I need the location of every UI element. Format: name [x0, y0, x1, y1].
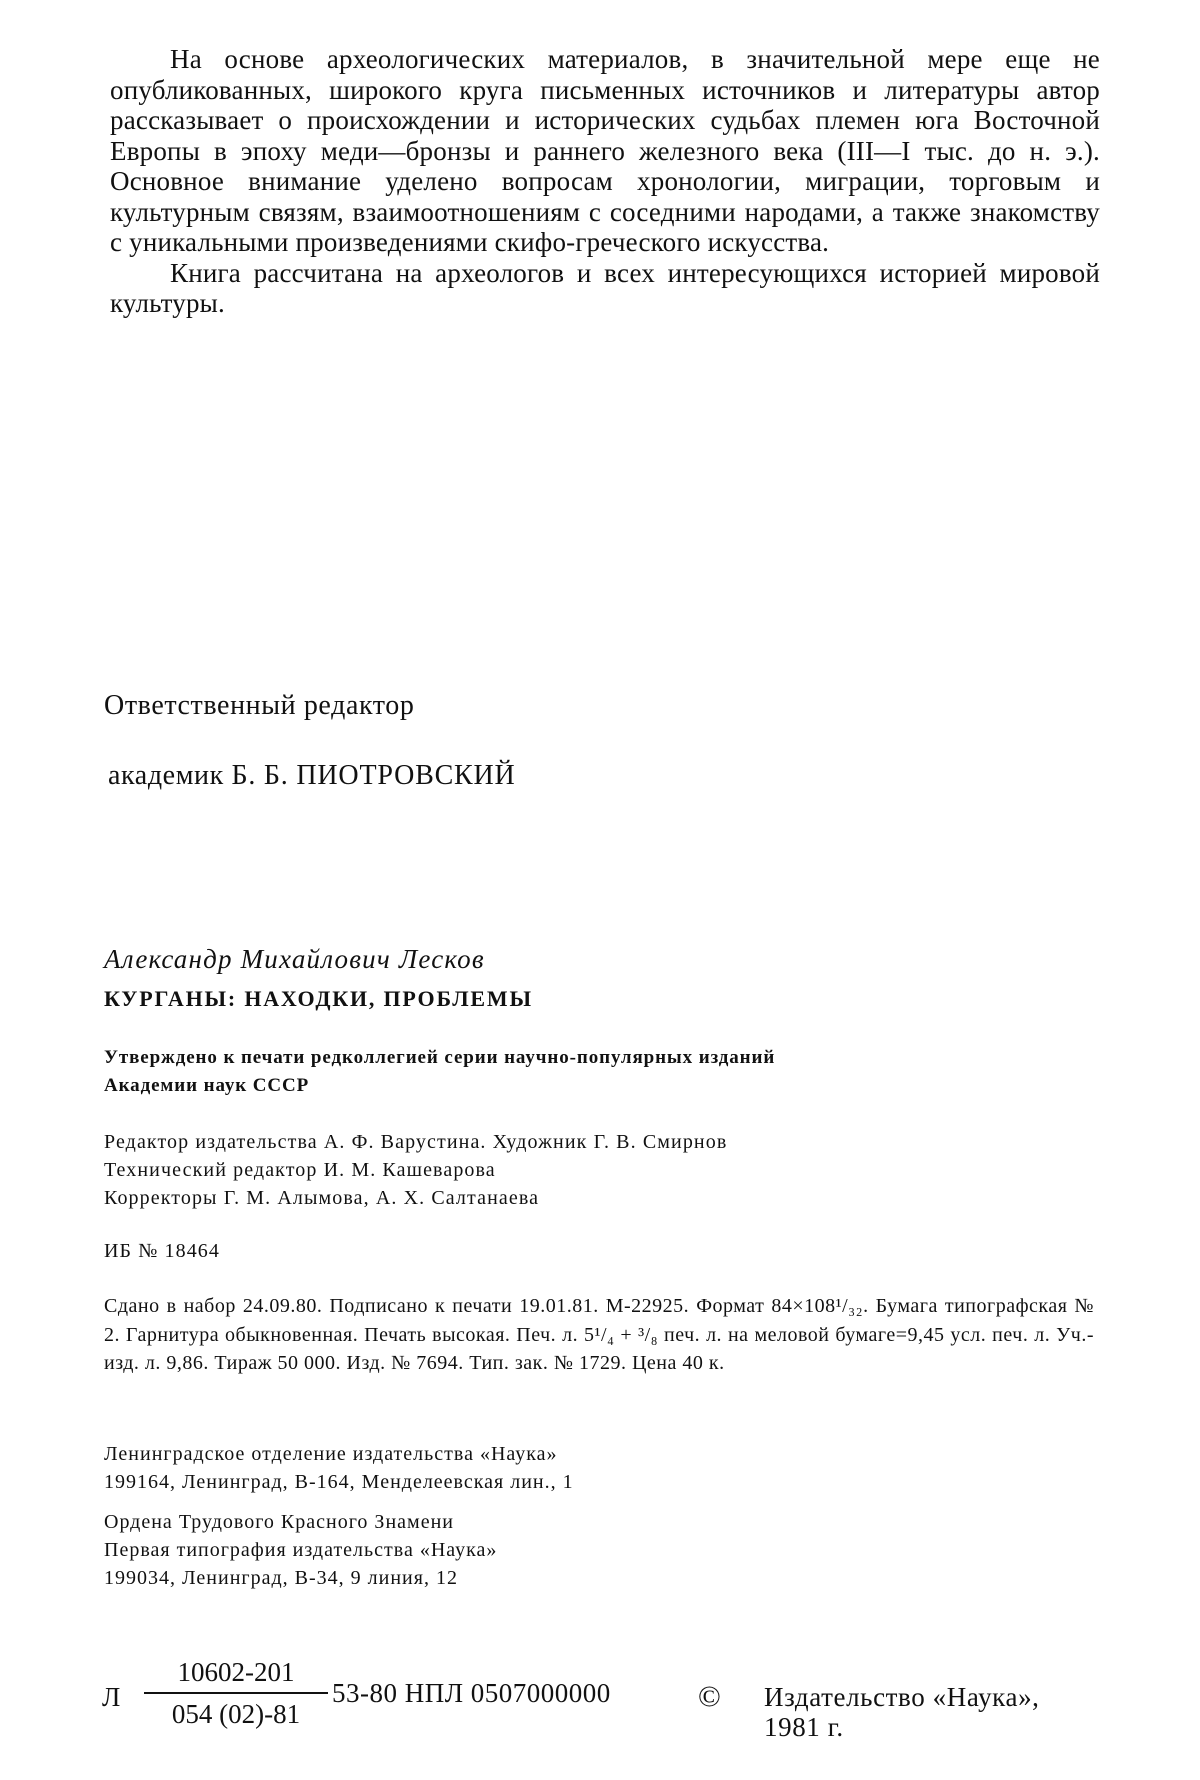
annotation-paragraph-2: Книга рассчитана на археологов и всех интересующихся историей мировой культуры.	[110, 257, 1100, 318]
printer-line-2: Первая типография издательства «Наука»	[104, 1539, 498, 1561]
imprint-line	[100, 1656, 1100, 1746]
imprint-fraction	[144, 1656, 328, 1730]
publisher-address	[104, 1440, 1064, 1496]
ib-number: ИБ № 18464	[104, 1240, 221, 1262]
copyright-icon: ©	[698, 1680, 721, 1713]
printer-line-3: 199034, Ленинград, В-34, 9 линия, 12	[104, 1567, 458, 1589]
copyright-publisher-line-1: Издательство «Наука»,	[764, 1682, 1040, 1712]
imprint-denominator: 054 (02)-81	[171, 1699, 301, 1729]
approval-line-2: Академии наук СССР	[104, 1075, 310, 1096]
copyright-year: 1981 г.	[764, 1712, 844, 1742]
staff-line-3: Корректоры Г. М. Алымова, А. Х. Салтанаева	[104, 1187, 540, 1209]
approval-line-1: Утверждено к печати редколлегией серии научно-популярных изданий	[104, 1047, 776, 1068]
staff-line-2: Технический редактор И. М. Кашеварова	[104, 1159, 496, 1181]
book-annotation	[110, 44, 1100, 319]
approval-note	[104, 1044, 1064, 1100]
fraction-bar	[144, 1692, 328, 1694]
responsible-editor	[108, 760, 516, 792]
imprint-letter: Л	[102, 1682, 121, 1712]
copyright-publisher	[764, 1682, 1040, 1742]
responsible-editor-label: Ответственный редактор	[104, 690, 415, 721]
publisher-line-2: 199164, Ленинград, В-164, Менделеевская лин., 1	[104, 1471, 574, 1493]
editorial-staff	[104, 1128, 1064, 1212]
editor-name: Б. Б. ПИОТРОВСКИЙ	[231, 760, 516, 791]
annotation-paragraph-1: На основе археологических материалов, в значительной мере еще не опубликованных, широкого круга письменных источников и литературы автор рассказывает о происхождении и исторических судьбах племен юга Восточной Европы в эпоху меди—бронзы и раннего железного века (III—I тыс. до н. э.). Основное внимание уделено вопросам хронологии, миграции, торговым и культурным связям, взаимоотношениям с соседними народами, а также знакомству с уникальными произведениями скифо-греческого искусства.	[110, 44, 1100, 257]
publisher-line-1: Ленинградское отделение издательства «Наука»	[104, 1443, 558, 1465]
editor-title: академик	[108, 760, 224, 791]
printer-address	[104, 1508, 1064, 1592]
technical-details-text: Сдано в набор 24.09.80. Подписано к печати 19.01.81. М-22925. Формат 84×108¹/₃₂. Бумага типографская № 2. Гарнитура обыкновенная. Печать высокая. Печ. л. 5¹/₄ + ³/₈ печ. л. на меловой бумаге=9,45 усл. печ. л. Уч.-изд. л. 9,86. Тираж 50 000. Изд. № 7694. Тип. зак. № 1729. Цена 40 к.	[104, 1295, 1094, 1374]
printer-line-1: Ордена Трудового Красного Знамени	[104, 1511, 454, 1533]
staff-line-1: Редактор издательства А. Ф. Варустина. Художник Г. В. Смирнов	[104, 1131, 728, 1153]
imprint-code: 53-80 НПЛ 0507000000	[332, 1678, 611, 1708]
author-name: Александр Михайлович Лесков	[104, 944, 485, 974]
technical-details	[104, 1292, 1094, 1378]
book-title: КУРГАНЫ: НАХОДКИ, ПРОБЛЕМЫ	[104, 986, 533, 1011]
imprint-numerator: 10602-201	[177, 1657, 295, 1687]
